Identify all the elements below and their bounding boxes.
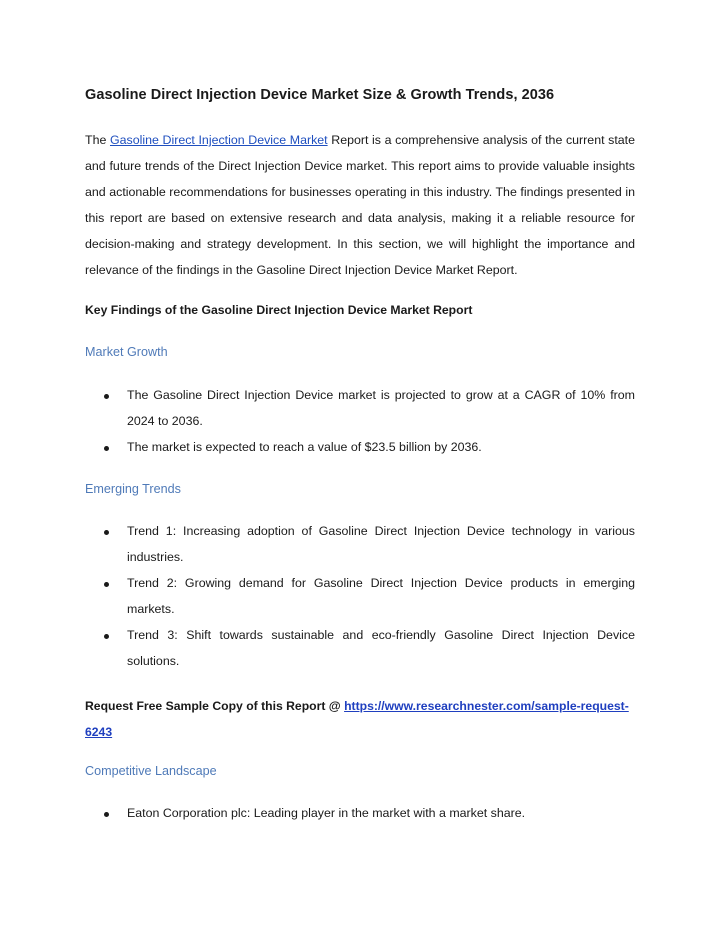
sample-request-link[interactable]: https://www.researchnester.com/sample-request-6243 [85, 699, 629, 739]
competitive-landscape-list [85, 801, 635, 827]
bullet-text: Eaton Corporation plc: Leading player in the market with a market share. [127, 806, 526, 820]
emerging-trends-list [85, 519, 635, 674]
bullet-icon [104, 634, 109, 639]
emerging-trends-heading: Emerging Trends [85, 482, 181, 496]
list-item [85, 571, 635, 623]
key-findings-heading: Key Findings of the Gasoline Direct Injection Device Market Report [85, 303, 473, 317]
market-report-link[interactable]: Gasoline Direct Injection Device Market [109, 133, 328, 147]
market-growth-list [85, 383, 635, 461]
intro-prefix: The [85, 133, 110, 147]
list-item [85, 383, 635, 435]
bullet-text: The Gasoline Direct Injection Device market is projected to grow at a CAGR of 10% from 2024 to 2036. [127, 388, 635, 428]
intro-paragraph [85, 128, 635, 283]
list-item [85, 435, 635, 461]
bullet-text: Trend 1: Increasing adoption of Gasoline Direct Injection Device technology in various industries. [127, 524, 635, 564]
bullet-text: Trend 3: Shift towards sustainable and eco-friendly Gasoline Direct Injection Device solutions. [127, 627, 635, 668]
request-label: Request Free Sample Copy of this Report @ [85, 699, 345, 713]
list-item [85, 519, 635, 571]
bullet-icon [104, 530, 109, 535]
bullet-text: Trend 2: Growing demand for Gasoline Direct Injection Device products in emerging markets. [127, 575, 635, 616]
sample-request-paragraph [85, 694, 635, 746]
bullet-text: The market is expected to reach a value of $23.5 billion by 2036. [127, 439, 482, 454]
list-item [85, 801, 635, 827]
list-item [85, 623, 635, 675]
bullet-icon [104, 582, 109, 587]
competitive-landscape-heading: Competitive Landscape [85, 764, 217, 778]
bullet-icon [104, 812, 109, 817]
page-title: Gasoline Direct Injection Device Market Size & Growth Trends, 2036 [85, 87, 555, 103]
market-growth-heading: Market Growth [85, 345, 168, 359]
bullet-icon [104, 446, 109, 451]
bullet-icon [104, 394, 109, 399]
intro-text: Report is a comprehensive analysis of the current state and future trends of the Direct Injection Device market. This report aims to provide valuable insights and actionable recommendations for businesses operating in this industry. The findings presented in this report are based on extensive research and data analysis, making it a reliable resource for decision-making and strategy development. In this section, we will highlight the importance and relevance of the findings in the Gasoline Direct Injection Device Market Report. [85, 133, 636, 277]
